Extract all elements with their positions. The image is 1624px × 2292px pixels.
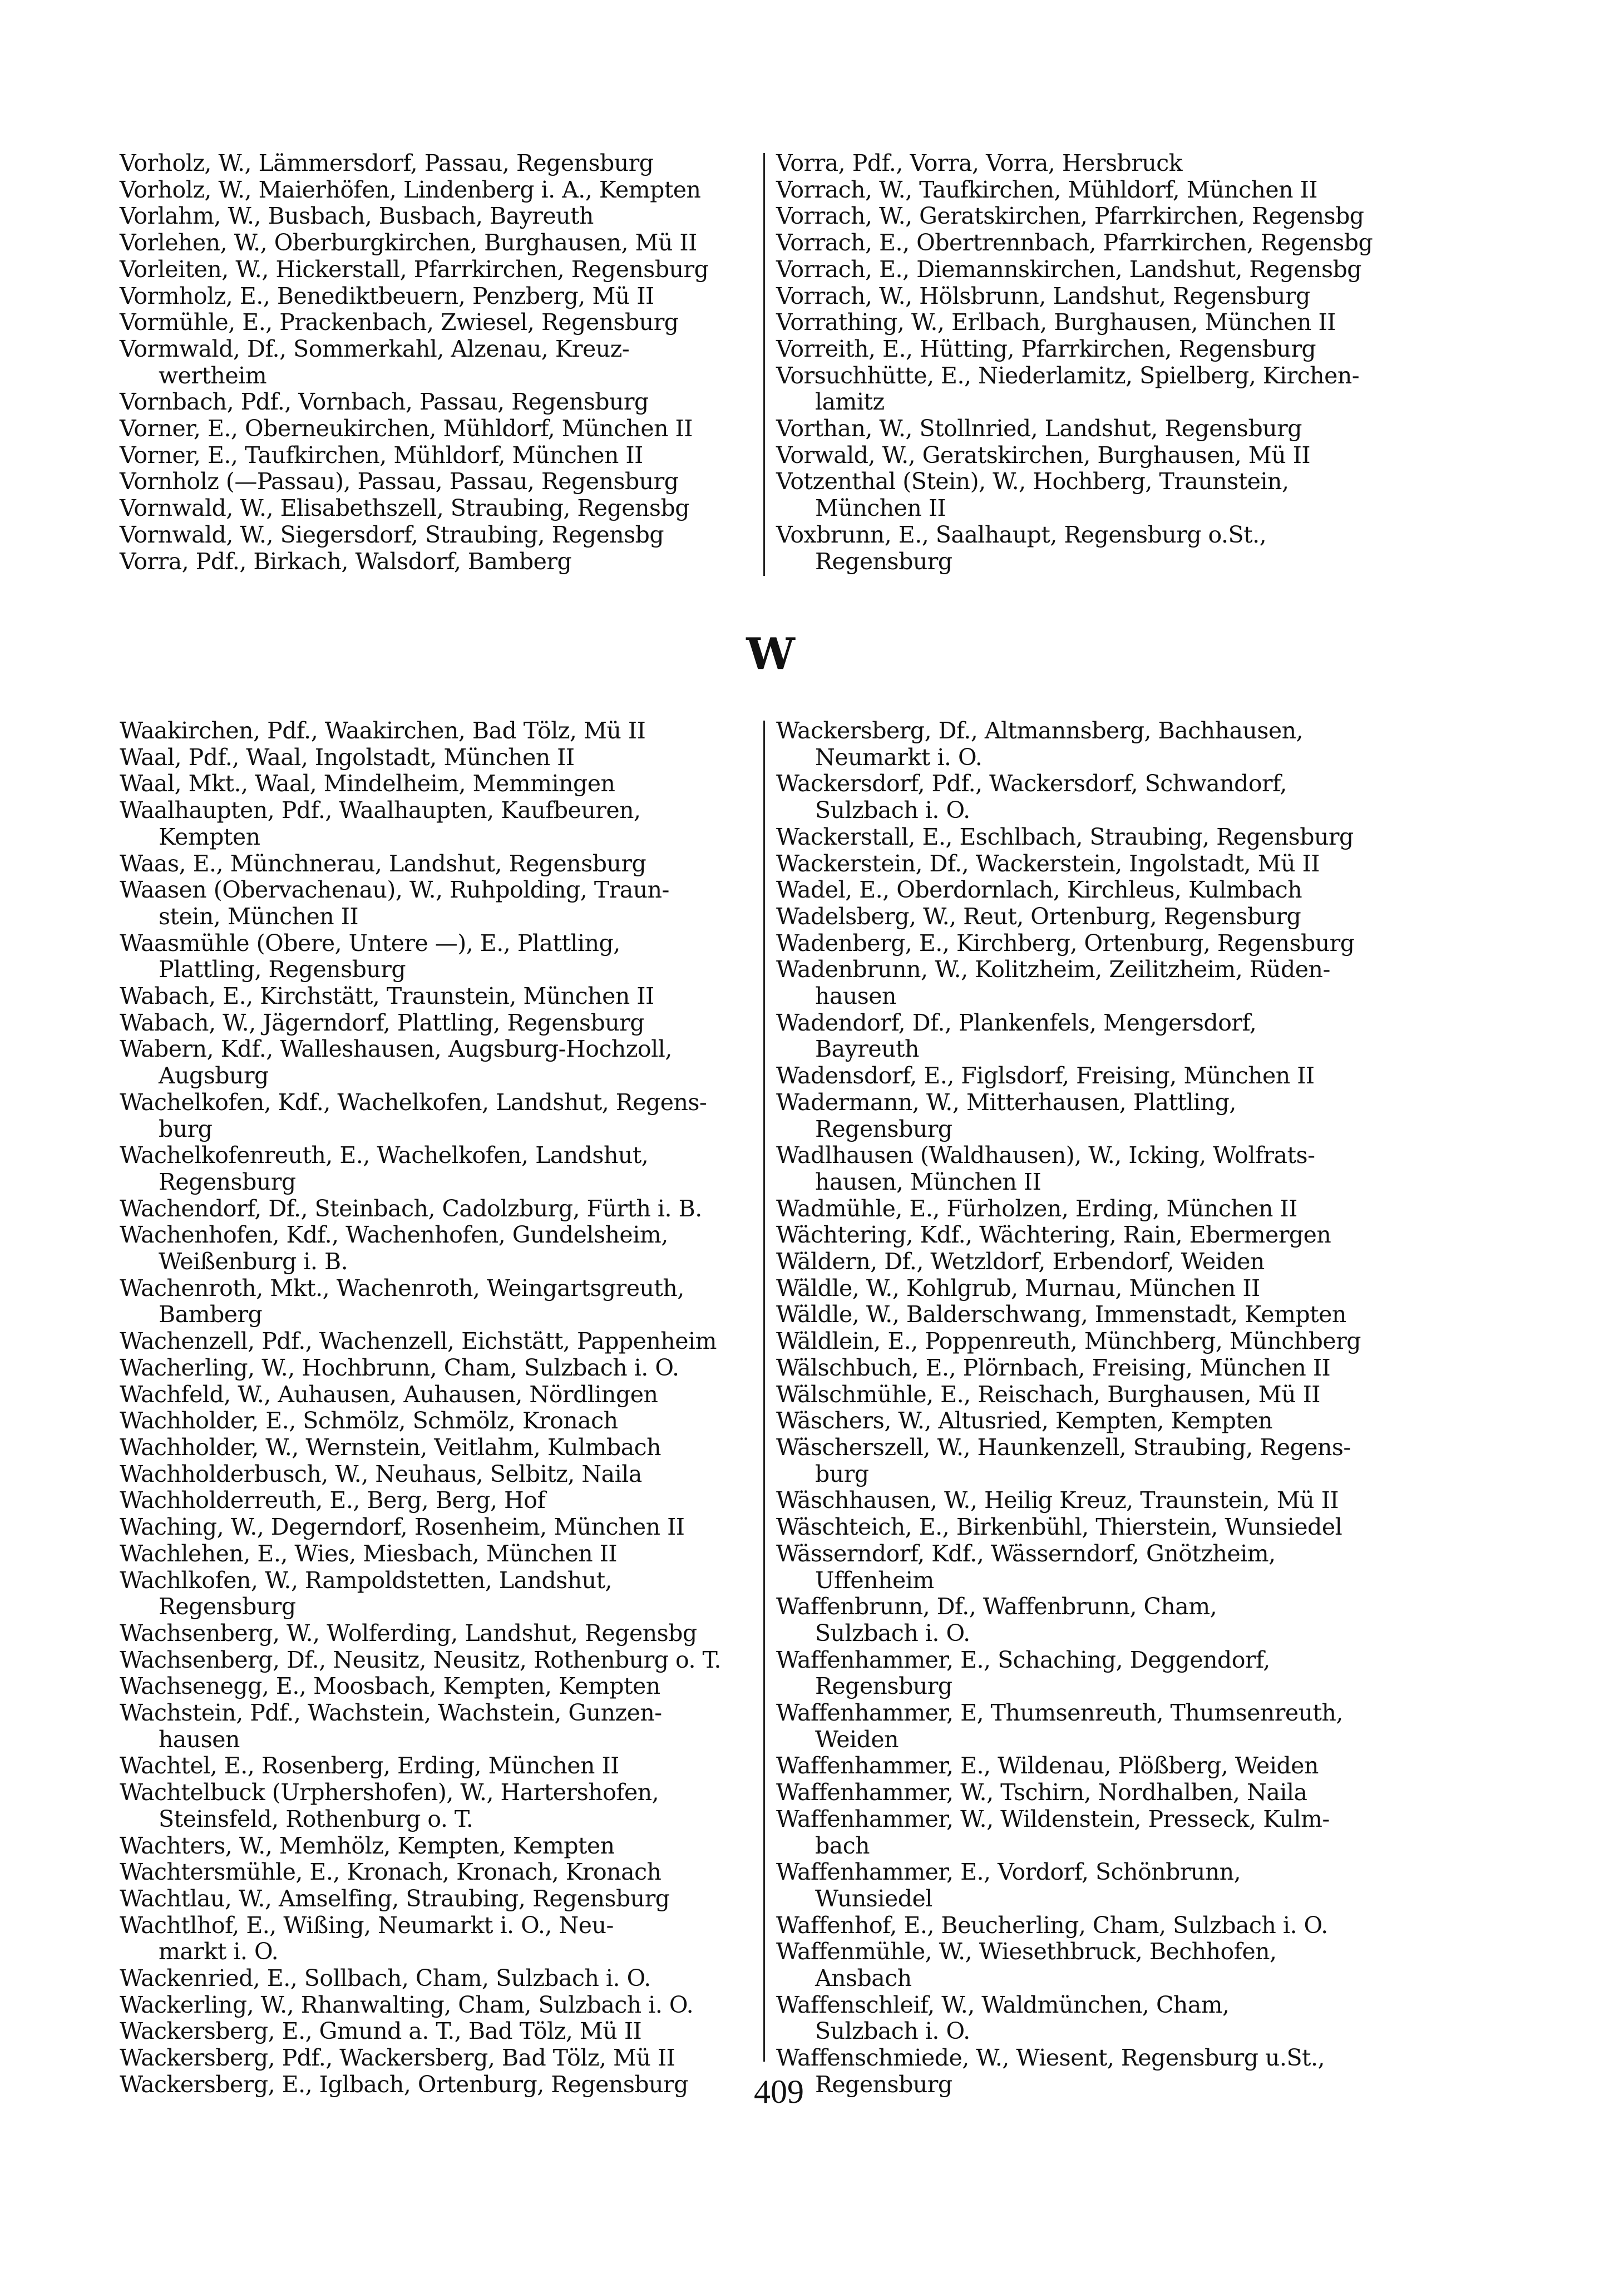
gazetteer-entry	[120, 797, 754, 850]
gazetteer-entry	[120, 1036, 754, 1089]
gazetteer-entry	[120, 2045, 754, 2072]
gazetteer-entry	[776, 1142, 1472, 1195]
gazetteer-entry	[120, 309, 754, 336]
entry-line: Vorthan, W., Stollnried, Landshut, Regensburg	[776, 415, 1302, 442]
entry-line: Vorra, Pdf., Vorra, Vorra, Hersbruck	[776, 150, 1183, 176]
entry-continuation: Neumarkt i. O.	[815, 743, 983, 771]
gazetteer-entry	[120, 416, 754, 442]
gazetteer-entry	[120, 745, 754, 771]
gazetteer-entry	[776, 203, 1472, 230]
gazetteer-entry	[120, 1568, 754, 1620]
entry-line: Wachtersmühle, E., Kronach, Kronach, Kronach	[120, 1859, 662, 1886]
entry-line: Vornbach, Pdf., Vornbach, Passau, Regensburg	[120, 388, 649, 416]
entry-line: Wabern, Kdf., Walleshausen, Augsburg-Hochzoll,	[120, 1036, 672, 1063]
entry-line: Waffenhammer, W., Tschirn, Nordhalben, Naila	[776, 1779, 1307, 1806]
entry-line: Wacherling, W., Hochbrunn, Cham, Sulzbach i. O.	[120, 1354, 679, 1381]
gazetteer-entry	[120, 1780, 754, 1832]
entry-line: Vorreith, E., Hütting, Pfarrkirchen, Regensburg	[776, 335, 1316, 362]
gazetteer-entry	[120, 1196, 754, 1223]
gazetteer-entry	[776, 230, 1472, 257]
gazetteer-entry	[776, 771, 1472, 824]
entry-continuation: Ansbach	[815, 1965, 912, 1992]
entry-line: Wackersberg, E., Gmund a. T., Bad Tölz, Mü II	[120, 2018, 642, 2045]
entry-line: Wadendorf, Df., Plankenfels, Mengersdorf,	[776, 1009, 1257, 1036]
entry-continuation: hausen	[159, 1726, 240, 1753]
entry-continuation: Kempten	[159, 823, 260, 850]
entry-line: Waasmühle (Obere, Untere —), E., Plattling,	[120, 929, 620, 957]
gazetteer-entry	[776, 1939, 1472, 1992]
entry-line: Waal, Pdf., Waal, Ingolstadt, München II	[120, 743, 575, 771]
entry-line: Vorrathing, W., Erlbach, Burghausen, München II	[776, 309, 1336, 336]
gazetteer-entry	[776, 1010, 1472, 1063]
gazetteer-entry	[776, 877, 1472, 904]
entry-line: Waching, W., Degerndorf, Rosenheim, München II	[120, 1514, 685, 1541]
entry-continuation: stein, München II	[159, 903, 359, 930]
entry-line: Waalhaupten, Pdf., Waalhaupten, Kaufbeuren,	[120, 797, 641, 824]
gazetteer-entry	[776, 1806, 1472, 1859]
bottom-left-column	[120, 718, 754, 2098]
gazetteer-entry	[120, 718, 754, 745]
entry-line: Wälschmühle, E., Reischach, Burghausen, Mü II	[776, 1381, 1320, 1408]
entry-line: Wachstein, Pdf., Wachstein, Wachstein, Gunzen-	[120, 1699, 662, 1727]
entry-line: Vorleiten, W., Hickerstall, Pfarrkirchen, Regensburg	[120, 255, 709, 283]
gazetteer-entry	[120, 1328, 754, 1355]
entry-line: Wachelkofenreuth, E., Wachelkofen, Landshut,	[120, 1142, 649, 1169]
entry-line: Votzenthal (Stein), W., Hochberg, Traunstein,	[776, 468, 1289, 495]
entry-continuation: burg	[815, 1460, 869, 1487]
page-number: 409	[754, 2073, 804, 2110]
gazetteer-entry	[120, 389, 754, 416]
gazetteer-entry	[776, 363, 1472, 416]
gazetteer-entry	[120, 1753, 754, 1780]
column-divider-top	[763, 153, 765, 576]
entry-line: Vorrach, W., Hölsbrunn, Landshut, Regensburg	[776, 282, 1310, 309]
entry-continuation: Weißenburg i. B.	[159, 1248, 348, 1275]
entry-line: Wachtlau, W., Amselfing, Straubing, Regensburg	[120, 1885, 670, 1912]
entry-line: Wäldle, W., Balderschwang, Immenstadt, Kempten	[776, 1301, 1346, 1328]
entry-continuation: Uffenheim	[815, 1566, 934, 1594]
gazetteer-entry	[776, 283, 1472, 310]
entry-line: Vorrach, E., Obertrennbach, Pfarrkirchen, Regensbg	[776, 229, 1373, 257]
gazetteer-entry	[776, 1780, 1472, 1806]
gazetteer-entry	[120, 442, 754, 469]
entry-continuation: bach	[815, 1832, 870, 1859]
gazetteer-entry	[120, 1859, 754, 1886]
entry-line: Wachelkofen, Kdf., Wachelkofen, Landshut, Regens-	[120, 1088, 707, 1116]
gazetteer-entry	[120, 1673, 754, 1700]
gazetteer-entry	[120, 203, 754, 230]
gazetteer-entry	[120, 2072, 754, 2098]
gazetteer-entry	[776, 1435, 1472, 1487]
entry-line: Wadelsberg, W., Reut, Ortenburg, Regensburg	[776, 903, 1301, 930]
gazetteer-entry	[120, 1435, 754, 1461]
entry-continuation: Sulzbach i. O.	[815, 1619, 970, 1647]
entry-continuation: lamitz	[815, 388, 885, 416]
gazetteer-entry	[120, 930, 754, 983]
entry-continuation: hausen, München II	[815, 1168, 1041, 1195]
top-left-column	[120, 150, 754, 575]
entry-line: Wälschbuch, E., Plörnbach, Freising, München II	[776, 1354, 1331, 1381]
entry-line: Wackersberg, Pdf., Wackersberg, Bad Tölz, Mü II	[120, 2044, 675, 2072]
gazetteer-entry	[120, 522, 754, 549]
gazetteer-entry	[776, 1541, 1472, 1594]
entry-line: Wackersberg, E., Iglbach, Ortenburg, Regensburg	[120, 2071, 688, 2098]
gazetteer-entry	[120, 1222, 754, 1275]
gazetteer-entry	[120, 469, 754, 495]
entry-line: Wachendorf, Df., Steinbach, Cadolzburg, Fürth i. B.	[120, 1195, 702, 1222]
entry-line: Waffenhof, E., Beucherling, Cham, Sulzbach i. O.	[776, 1911, 1328, 1939]
gazetteer-entry	[776, 1913, 1472, 1939]
entry-line: Vorlehen, W., Oberburgkirchen, Burghausen, Mü II	[120, 229, 697, 257]
gazetteer-entry	[776, 1594, 1472, 1647]
gazetteer-entry	[776, 1063, 1472, 1090]
entry-line: Vorrach, W., Taufkirchen, Mühldorf, München II	[776, 176, 1317, 203]
entry-continuation: Sulzbach i. O.	[815, 2018, 970, 2045]
entry-line: Waal, Mkt., Waal, Mindelheim, Memmingen	[120, 770, 615, 797]
gazetteer-entry	[120, 1541, 754, 1568]
gazetteer-entry	[776, 718, 1472, 771]
entry-continuation: Sulzbach i. O.	[815, 797, 970, 824]
gazetteer-entry	[120, 177, 754, 204]
entry-line: Vormholz, E., Benediktbeuern, Penzberg, Mü II	[120, 282, 654, 309]
entry-continuation: Regensburg	[815, 1673, 952, 1700]
gazetteer-entry	[120, 1461, 754, 1488]
entry-line: Wachholderreuth, E., Berg, Berg, Hof	[120, 1487, 546, 1514]
entry-line: Vorholz, W., Maierhöfen, Lindenberg i. A., Kempten	[120, 176, 701, 203]
gazetteer-entry	[776, 522, 1472, 575]
entry-line: Wackenried, E., Sollbach, Cham, Sulzbach i. O.	[120, 1965, 651, 1992]
entry-line: Wabach, E., Kirchstätt, Traunstein, München II	[120, 983, 654, 1010]
gazetteer-entry	[776, 1222, 1472, 1249]
entry-line: Vorrach, E., Diemannskirchen, Landshut, Regensbg	[776, 255, 1362, 283]
entry-continuation: Bamberg	[159, 1301, 263, 1328]
top-right-column	[776, 150, 1472, 575]
entry-continuation: wertheim	[159, 362, 267, 389]
gazetteer-entry	[776, 1859, 1472, 1912]
gazetteer-entry	[120, 1620, 754, 1647]
gazetteer-entry	[120, 1965, 754, 1992]
gazetteer-entry	[120, 257, 754, 283]
entry-line: Vorwald, W., Geratskirchen, Burghausen, Mü II	[776, 441, 1311, 469]
entry-line: Wachholder, E., Schmölz, Schmölz, Kronach	[120, 1407, 618, 1435]
gazetteer-entry	[776, 469, 1472, 521]
gazetteer-entry	[776, 2045, 1472, 2098]
gazetteer-entry	[120, 1382, 754, 1408]
entry-continuation: Regensburg	[159, 1593, 296, 1620]
gazetteer-entry	[776, 1487, 1472, 1514]
entry-line: Wackerling, W., Rhanwalting, Cham, Sulzbach i. O.	[120, 1991, 694, 2018]
gazetteer-entry	[776, 1355, 1472, 1382]
entry-line: Waffenschmiede, W., Wiesent, Regensburg u.St.,	[776, 2044, 1325, 2072]
gazetteer-entry	[776, 1249, 1472, 1275]
entry-line: Wachholder, W., Wernstein, Veitlahm, Kulmbach	[120, 1433, 662, 1461]
entry-continuation: Steinsfeld, Rothenburg o. T.	[159, 1805, 473, 1832]
entry-line: Waas, E., Münchnerau, Landshut, Regensburg	[120, 850, 646, 877]
gazetteer-entry	[776, 824, 1472, 851]
gazetteer-entry	[120, 549, 754, 575]
gazetteer-entry	[776, 1196, 1472, 1223]
entry-line: Waffenhammer, E., Vordorf, Schönbrunn,	[776, 1859, 1241, 1886]
gazetteer-entry	[120, 2018, 754, 2045]
entry-line: Wachlehen, E., Wies, Miesbach, München II	[120, 1540, 618, 1567]
entry-continuation: markt i. O.	[159, 1938, 279, 1965]
entry-line: Vornwald, W., Elisabethszell, Straubing, Regensbg	[120, 495, 689, 522]
gazetteer-entry	[120, 230, 754, 257]
gazetteer-entry	[120, 283, 754, 310]
gazetteer-entry	[120, 1700, 754, 1753]
gazetteer-entry	[776, 309, 1472, 336]
entry-line: Wäldle, W., Kohlgrub, Murnau, München II	[776, 1274, 1260, 1302]
gazetteer-entry	[776, 1328, 1472, 1355]
gazetteer-entry	[776, 336, 1472, 363]
entry-line: Vornholz (—Passau), Passau, Passau, Regensburg	[120, 468, 679, 495]
entry-continuation: Bayreuth	[815, 1036, 919, 1063]
gazetteer-entry	[120, 150, 754, 177]
entry-line: Wachenzell, Pdf., Wachenzell, Eichstätt, Pappenheim	[120, 1328, 717, 1355]
gazetteer-entry	[776, 1302, 1472, 1328]
entry-line: Vorner, E., Oberneukirchen, Mühldorf, München II	[120, 415, 693, 442]
entry-line: Wadensdorf, E., Figlsdorf, Freising, München II	[776, 1062, 1315, 1090]
entry-line: Wachtelbuck (Urphershofen), W., Hartershofen,	[120, 1779, 659, 1806]
entry-line: Vorrach, W., Geratskirchen, Pfarrkirchen, Regensbg	[776, 203, 1364, 230]
entry-line: Waffenhammer, W., Wildenstein, Presseck, Kulm-	[776, 1805, 1330, 1832]
gazetteer-entry	[120, 877, 754, 930]
gazetteer-entry	[120, 1010, 754, 1037]
entry-line: Waffenbrunn, Df., Waffenbrunn, Cham,	[776, 1593, 1217, 1620]
entry-line: Waffenhammer, E., Wildenau, Plößberg, Weiden	[776, 1752, 1319, 1780]
entry-line: Wäscherszell, W., Haunkenzell, Straubing, Regens-	[776, 1433, 1351, 1461]
gazetteer-entry	[776, 1992, 1472, 2045]
gazetteer-entry	[120, 1886, 754, 1913]
entry-continuation: Augsburg	[159, 1062, 269, 1090]
gazetteer-entry	[120, 851, 754, 878]
entry-line: Wachenroth, Mkt., Wachenroth, Weingartsgreuth,	[120, 1274, 684, 1302]
gazetteer-entry	[776, 1408, 1472, 1435]
entry-line: Waakirchen, Pdf., Waakirchen, Bad Tölz, Mü II	[120, 717, 646, 744]
gazetteer-entry	[120, 1355, 754, 1382]
entry-line: Vornwald, W., Siegersdorf, Straubing, Regensbg	[120, 521, 664, 548]
gazetteer-entry	[776, 1700, 1472, 1753]
entry-line: Waffenhammer, E, Thumsenreuth, Thumsenreuth,	[776, 1699, 1343, 1727]
gazetteer-entry	[776, 177, 1472, 204]
entry-line: Vorholz, W., Lämmersdorf, Passau, Regensburg	[120, 150, 654, 176]
entry-line: Wackersdorf, Pdf., Wackersdorf, Schwandorf,	[776, 770, 1287, 797]
entry-line: Wadlhausen (Waldhausen), W., Icking, Wolfrats-	[776, 1142, 1315, 1169]
entry-line: Wachenhofen, Kdf., Wachenhofen, Gundelsheim,	[120, 1221, 668, 1249]
gazetteer-entry	[776, 1753, 1472, 1780]
entry-line: Wackerstall, E., Eschlbach, Straubing, Regensburg	[776, 823, 1354, 850]
entry-line: Wachholderbusch, W., Neuhaus, Selbitz, Naila	[120, 1460, 642, 1487]
entry-line: Voxbrunn, E., Saalhaupt, Regensburg o.St.,	[776, 521, 1267, 548]
entry-line: Vorsuchhütte, E., Niederlamitz, Spielberg, Kirchen-	[776, 362, 1360, 389]
bottom-right-column	[776, 718, 1472, 2098]
entry-line: Wäldlein, E., Poppenreuth, Münchberg, Münchberg	[776, 1328, 1361, 1355]
gazetteer-entry	[776, 150, 1472, 177]
entry-line: Wäschteich, E., Birkenbühl, Thierstein, Wunsiedel	[776, 1514, 1342, 1541]
entry-line: Vorner, E., Taufkirchen, Mühldorf, München II	[120, 441, 643, 469]
entry-continuation: Regensburg	[159, 1168, 296, 1195]
entry-line: Wadel, E., Oberdornlach, Kirchleus, Kulmbach	[776, 876, 1302, 904]
entry-line: Wäldern, Df., Wetzldorf, Erbendorf, Weiden	[776, 1248, 1265, 1275]
column-divider-bottom	[763, 721, 765, 2062]
entry-line: Wachtlhof, E., Wißing, Neumarkt i. O., Neu-	[120, 1911, 614, 1939]
entry-line: Waasen (Obervachenau), W., Ruhpolding, Traun-	[120, 876, 669, 904]
gazetteer-entry	[776, 416, 1472, 442]
gazetteer-entry	[120, 1408, 754, 1435]
entry-continuation: burg	[159, 1115, 213, 1142]
entry-line: Wackerstein, Df., Wackerstein, Ingolstadt, Mü II	[776, 850, 1320, 877]
gazetteer-entry	[776, 1647, 1472, 1700]
entry-continuation: Wunsiedel	[815, 1885, 932, 1912]
entry-line: Wachfeld, W., Auhausen, Auhausen, Nördlingen	[120, 1381, 658, 1408]
entry-line: Wadmühle, E., Fürholzen, Erding, München II	[776, 1195, 1297, 1222]
gazetteer-entry	[120, 495, 754, 522]
entry-line: Wächtering, Kdf., Wächtering, Rain, Ebermergen	[776, 1221, 1331, 1249]
entry-line: Wachsenberg, Df., Neusitz, Neusitz, Rothenburg o. T.	[120, 1646, 721, 1673]
entry-continuation: Plattling, Regensburg	[159, 956, 406, 983]
gazetteer-entry	[120, 1090, 754, 1142]
gazetteer-entry	[120, 1487, 754, 1514]
entry-line: Wachsenberg, W., Wolferding, Landshut, Regensbg	[120, 1619, 697, 1647]
gazetteer-entry	[776, 1275, 1472, 1302]
gazetteer-entry	[776, 851, 1472, 878]
entry-continuation: Regensburg	[815, 548, 952, 575]
entry-line: Wässerndorf, Kdf., Wässerndorf, Gnötzheim,	[776, 1540, 1276, 1567]
entry-continuation: Regensburg	[815, 2071, 952, 2098]
section-letter: W	[746, 629, 795, 679]
gazetteer-entry	[776, 1514, 1472, 1541]
gazetteer-entry	[120, 1833, 754, 1860]
gazetteer-entry	[120, 983, 754, 1010]
entry-line: Vormühle, E., Prackenbach, Zwiesel, Regensburg	[120, 309, 679, 336]
gazetteer-entry	[776, 1090, 1472, 1142]
entry-continuation: München II	[815, 495, 946, 522]
gazetteer-entry	[120, 1913, 754, 1965]
gazetteer-entry	[120, 1142, 754, 1195]
gazetteer-entry	[120, 1992, 754, 2019]
entry-line: Wackersberg, Df., Altmannsberg, Bachhausen,	[776, 717, 1304, 744]
entry-line: Wäschhausen, W., Heilig Kreuz, Traunstein, Mü II	[776, 1487, 1339, 1514]
gazetteer-entry	[776, 957, 1472, 1009]
gazetteer-entry	[120, 1514, 754, 1541]
gazetteer-entry	[776, 930, 1472, 957]
gazetteer-entry	[120, 1275, 754, 1328]
gazetteer-entry	[776, 442, 1472, 469]
entry-continuation: Regensburg	[815, 1115, 952, 1142]
entry-continuation: hausen	[815, 983, 896, 1010]
entry-line: Waffenhammer, E., Schaching, Deggendorf,	[776, 1646, 1270, 1673]
entry-line: Wachtel, E., Rosenberg, Erding, München II	[120, 1752, 619, 1780]
gazetteer-entry	[776, 257, 1472, 283]
gazetteer-entry	[776, 1382, 1472, 1408]
entry-line: Wadenberg, E., Kirchberg, Ortenburg, Regensburg	[776, 929, 1355, 957]
gazetteer-entry	[120, 771, 754, 797]
entry-line: Vorra, Pdf., Birkach, Walsdorf, Bamberg	[120, 548, 572, 575]
gazetteer-entry	[120, 1647, 754, 1674]
entry-continuation: Weiden	[815, 1726, 899, 1753]
entry-line: Vorlahm, W., Busbach, Busbach, Bayreuth	[120, 203, 594, 230]
entry-line: Vormwald, Df., Sommerkahl, Alzenau, Kreuz-	[120, 335, 630, 362]
entry-line: Wachlkofen, W., Rampoldstetten, Landshut,	[120, 1566, 613, 1594]
gazetteer-entry	[776, 904, 1472, 930]
entry-line: Wadermann, W., Mitterhausen, Plattling,	[776, 1088, 1236, 1116]
entry-line: Wachsenegg, E., Moosbach, Kempten, Kempten	[120, 1673, 660, 1700]
gazetteer-entry	[120, 336, 754, 389]
entry-line: Waffenschleif, W., Waldmünchen, Cham,	[776, 1991, 1230, 2018]
entry-line: Wabach, W., Jägerndorf, Plattling, Regensburg	[120, 1009, 645, 1036]
entry-line: Waffenmühle, W., Wiesethbruck, Bechhofen,	[776, 1938, 1277, 1965]
entry-line: Wäschers, W., Altusried, Kempten, Kempten	[776, 1407, 1273, 1435]
entry-line: Wadenbrunn, W., Kolitzheim, Zeilitzheim, Rüden-	[776, 956, 1330, 983]
entry-line: Wachters, W., Memhölz, Kempten, Kempten	[120, 1832, 615, 1859]
